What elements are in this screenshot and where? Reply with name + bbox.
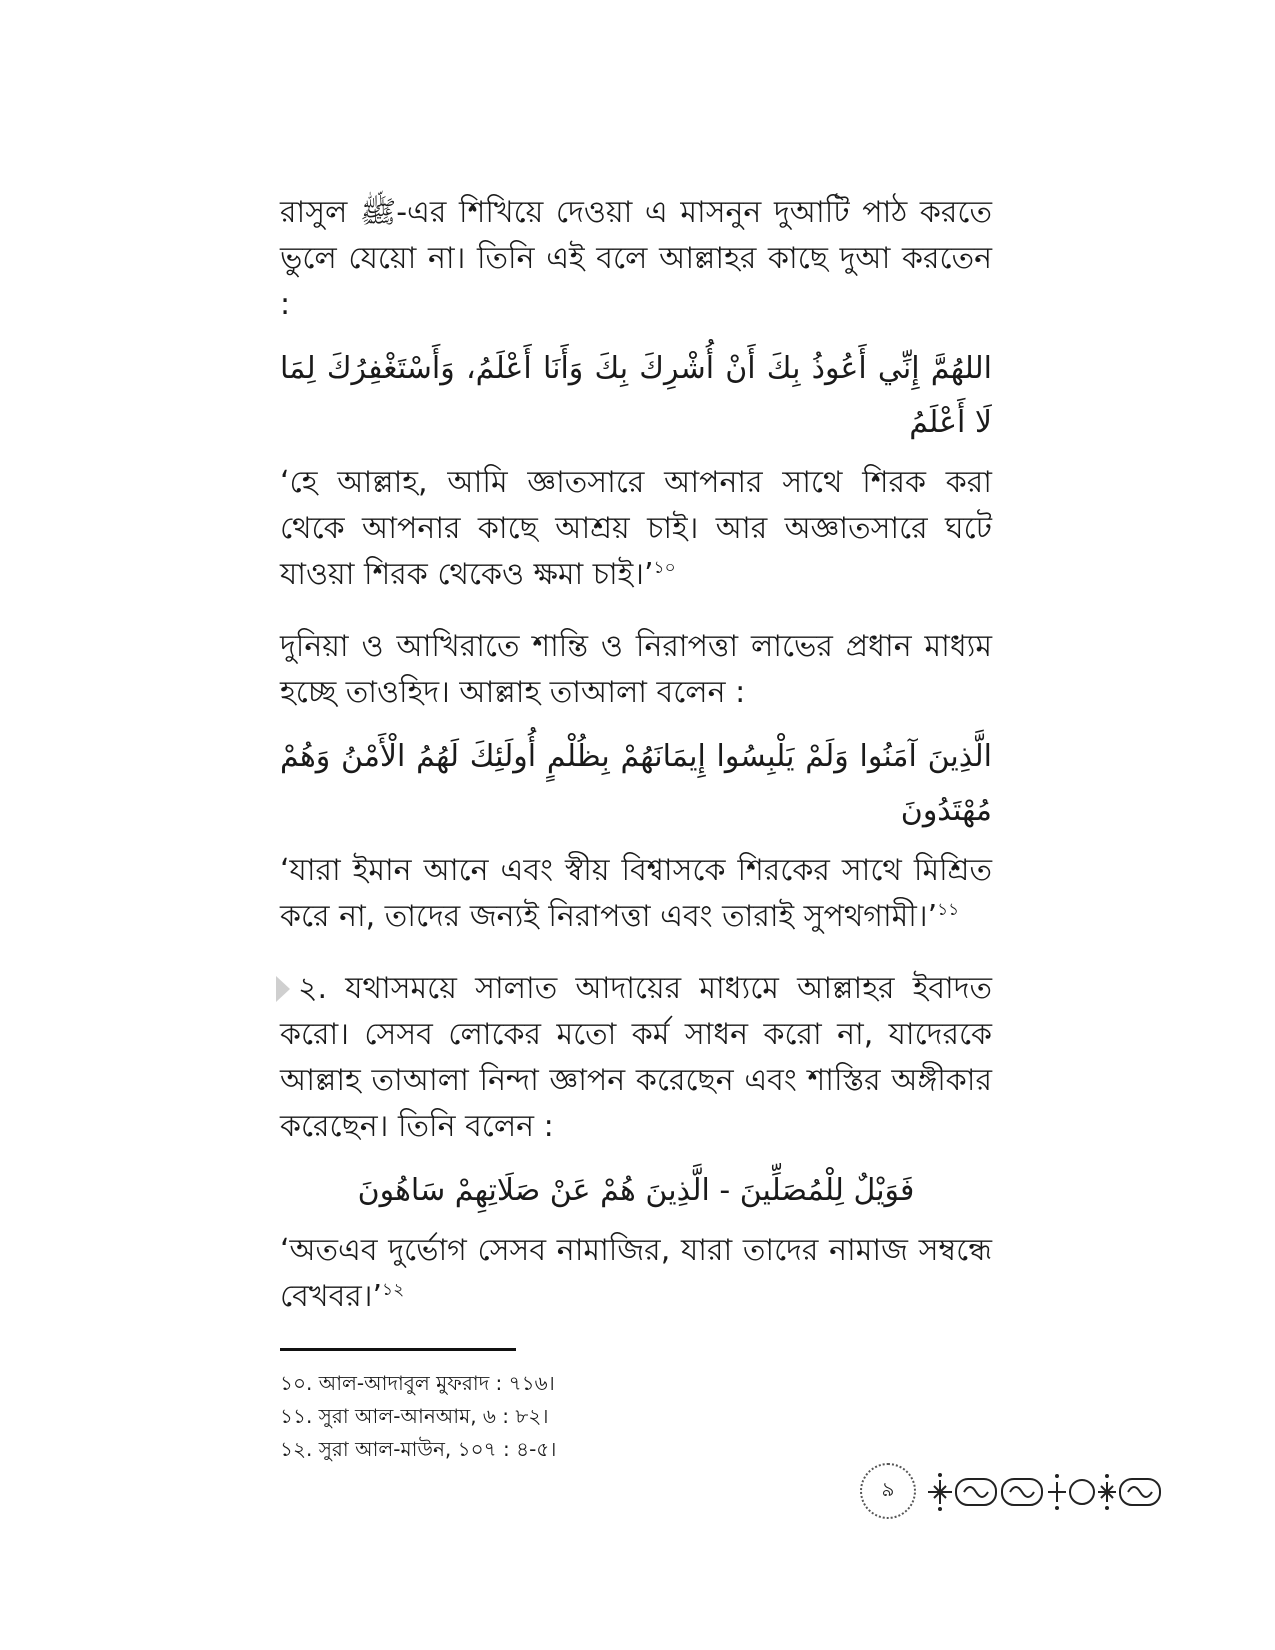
maun-translation-text: ‘অতএব দুর্ভোগ সেসব নামাজির, যারা তাদের নামাজ সম্বন্ধে বেখবর।’ [280,1233,992,1314]
ornament-icon [920,1467,1170,1517]
page-footer [860,1463,1170,1523]
paragraph-tawhid: দুনিয়া ও আখিরাতে শান্তি ও নিরাপত্তা লাভের প্রধান মাধ্যম হচ্ছে তাওহিদ। আল্লাহ তাআলা বলেন : [280,629,992,710]
paragraph-dua-translation [280,460,992,598]
salat-text: ২. যথাসময়ে সালাত আদায়ের মাধ্যমে আল্লাহর ইবাদত করো। সেসব লোকের মতো কর্ম সাধন করো না, যাদেরকে আল্লাহ তাআলা নিন্দা জ্ঞাপন করেছেন এবং শাস্তির অঙ্গীকার করেছেন। তিনি বলেন : [280,971,992,1144]
arabic-verse-anam: الَّذِينَ آمَنُوا وَلَمْ يَلْبِسُوا إِيمَانَهُمْ بِظُلْمٍ أُولَئِكَ لَهُمُ الْأَمْنُ وَهُمْ مُهْتَدُونَ [280,739,992,828]
paragraph-verse-translation [280,848,992,940]
footnote-ref-12[interactable]: ১২ [382,1280,405,1300]
bullet-arrow-icon [276,976,290,1002]
footnote-ref-10[interactable]: ১০ [653,558,676,578]
paragraph-salat [280,966,992,1150]
page-body [280,190,992,1466]
arabic-dua: اللهُمَّ إِنِّي أَعُوذُ بِكَ أَنْ أُشْرِكَ بِكَ وَأَنَا أَعْلَمُ، وَأَسْتَغْفِرُكَ لِمَا لَا أَعْلَمُ [280,351,992,440]
arabic-verse-maun: فَوَيْلٌ لِلْمُصَلِّينَ - الَّذِينَ هُمْ عَنْ صَلَاتِهِمْ سَاهُونَ [357,1173,915,1208]
verse-translation-text: ‘যারা ইমান আনে এবং স্বীয় বিশ্বাসকে শিরকের সাথে মিশ্রিত করে না, তাদের জন্যই নিরাপত্তা এবং তারাই সুপথগামী।’ [280,853,992,934]
page-number: ৯ [860,1463,916,1519]
dua-translation-text: ‘হে আল্লাহ, আমি জ্ঞাতসারে আপনার সাথে শিরক করা থেকে আপনার কাছে আশ্রয় চাই। আর অজ্ঞাতসারে ঘটে যাওয়া শিরক থেকেও ক্ষমা চাই।’ [280,465,992,592]
footnote-11: ১১. সুরা আল-আনআম, ৬ : ৮২। [280,1404,549,1428]
footnote-ref-11[interactable]: ১১ [937,900,960,920]
footnote-divider [280,1348,516,1351]
footnote-10: ১০. আল-আদাবুল মুফরাদ : ৭১৬। [280,1371,555,1395]
footnote-12: ১২. সুরা আল-মাউন, ১০৭ : ৪-৫। [280,1437,557,1461]
paragraph-maun-translation [280,1228,992,1320]
paragraph-dua-intro: রাসুল ﷺ-এর শিখিয়ে দেওয়া এ মাসনুন দুআটি পাঠ করতে ভুলে যেয়ো না। তিনি এই বলে আল্লাহর কাছে দুআ করতেন : [280,195,992,322]
